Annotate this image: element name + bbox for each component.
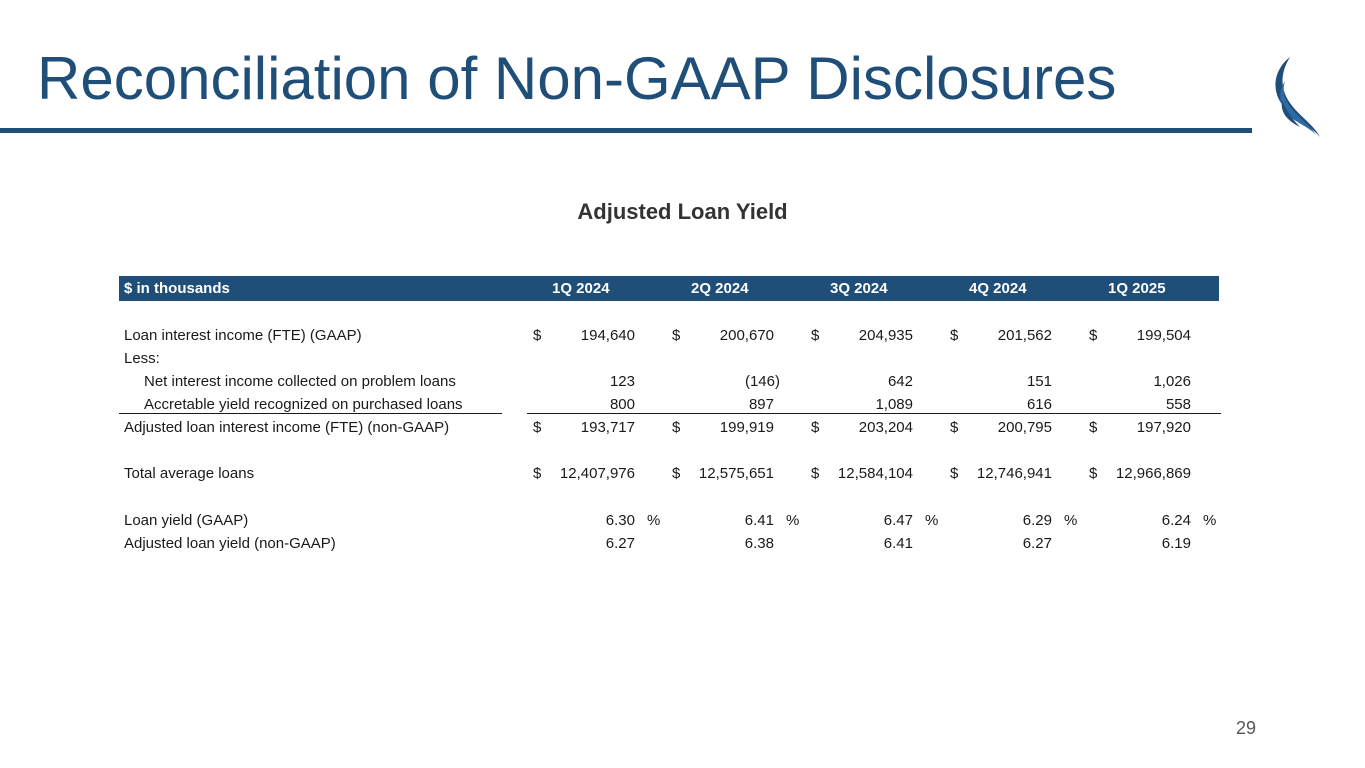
table-title: Adjusted Loan Yield [577,199,788,224]
value-cell: 6.29 [1022,512,1052,529]
column-header-2q2024: 2Q 2024 [691,280,749,297]
value-cell: 204,935 [858,327,913,344]
value-cell: 6.27 [1022,535,1052,552]
value-cell: 203,204 [858,419,913,436]
value-cell: 6.19 [1161,535,1191,552]
value-cell: 642 [887,373,913,390]
currency-symbol: $ [672,465,681,482]
currency-symbol: $ [950,465,959,482]
row-label: Adjusted loan yield (non-GAAP) [124,535,336,552]
subtotal-rule [527,413,1221,414]
row-label: Adjusted loan interest income (FTE) (non-GAAP) [124,419,450,436]
currency-symbol: $ [811,465,820,482]
subtotal-rule [119,413,502,414]
value-cell: 6.24 [1161,512,1191,529]
percent-symbol: % [786,512,800,529]
value-cell: 12,966,869 [1115,465,1191,482]
value-cell: 197,920 [1136,419,1191,436]
percent-symbol: % [1064,512,1078,529]
value-cell: 1,026 [1153,373,1191,390]
value-cell: 12,407,976 [559,465,635,482]
value-cell: 194,640 [580,327,635,344]
currency-symbol: $ [533,465,542,482]
row-label: Total average loans [124,465,255,482]
table-header-bar [119,276,1219,301]
value-cell: 6.41 [744,512,774,529]
value-cell: 800 [609,396,635,413]
value-cell: 558 [1165,396,1191,413]
value-cell: 193,717 [580,419,635,436]
value-cell: 6.38 [744,535,774,552]
currency-symbol: $ [811,419,820,436]
column-header-1q2024: 1Q 2024 [552,280,610,297]
value-cell: 1,089 [875,396,913,413]
value-cell: 151 [1026,373,1052,390]
value-cell: 6.30 [605,512,635,529]
header-units-label: $ in thousands [124,280,230,297]
company-logo-icon [1268,55,1324,139]
value-cell: 200,795 [997,419,1052,436]
page-title: Reconciliation of Non-GAAP Disclosures [37,45,1117,112]
value-cell: 6.41 [883,535,913,552]
value-cell: 12,575,651 [698,465,774,482]
currency-symbol: $ [950,327,959,344]
value-cell: 200,670 [719,327,774,344]
currency-symbol: $ [672,327,681,344]
currency-symbol: $ [811,327,820,344]
column-header-4q2024: 4Q 2024 [969,280,1027,297]
value-cell: 12,584,104 [837,465,913,482]
currency-symbol: $ [533,419,542,436]
value-cell: 616 [1026,396,1052,413]
value-cell: 199,919 [719,419,774,436]
value-cell: (146) [744,373,780,390]
row-label: Loan yield (GAAP) [124,512,249,529]
page-number: 29 [1236,718,1257,738]
currency-symbol: $ [533,327,542,344]
percent-symbol: % [647,512,661,529]
row-label-less: Less: [124,350,160,367]
percent-symbol: % [1203,512,1217,529]
title-divider [0,128,1252,133]
row-label: Loan interest income (FTE) (GAAP) [124,327,362,344]
percent-symbol: % [925,512,939,529]
value-cell: 6.47 [883,512,913,529]
value-cell: 6.27 [605,535,635,552]
value-cell: 199,504 [1136,327,1191,344]
currency-symbol: $ [1089,465,1098,482]
value-cell: 201,562 [997,327,1052,344]
value-cell: 123 [609,373,635,390]
currency-symbol: $ [950,419,959,436]
column-header-3q2024: 3Q 2024 [830,280,888,297]
currency-symbol: $ [1089,327,1098,344]
column-header-1q2025: 1Q 2025 [1108,280,1166,297]
currency-symbol: $ [1089,419,1098,436]
row-label: Accretable yield recognized on purchased loans [144,396,463,413]
value-cell: 897 [748,396,774,413]
row-label: Net interest income collected on problem loans [144,373,456,390]
currency-symbol: $ [672,419,681,436]
value-cell: 12,746,941 [976,465,1052,482]
